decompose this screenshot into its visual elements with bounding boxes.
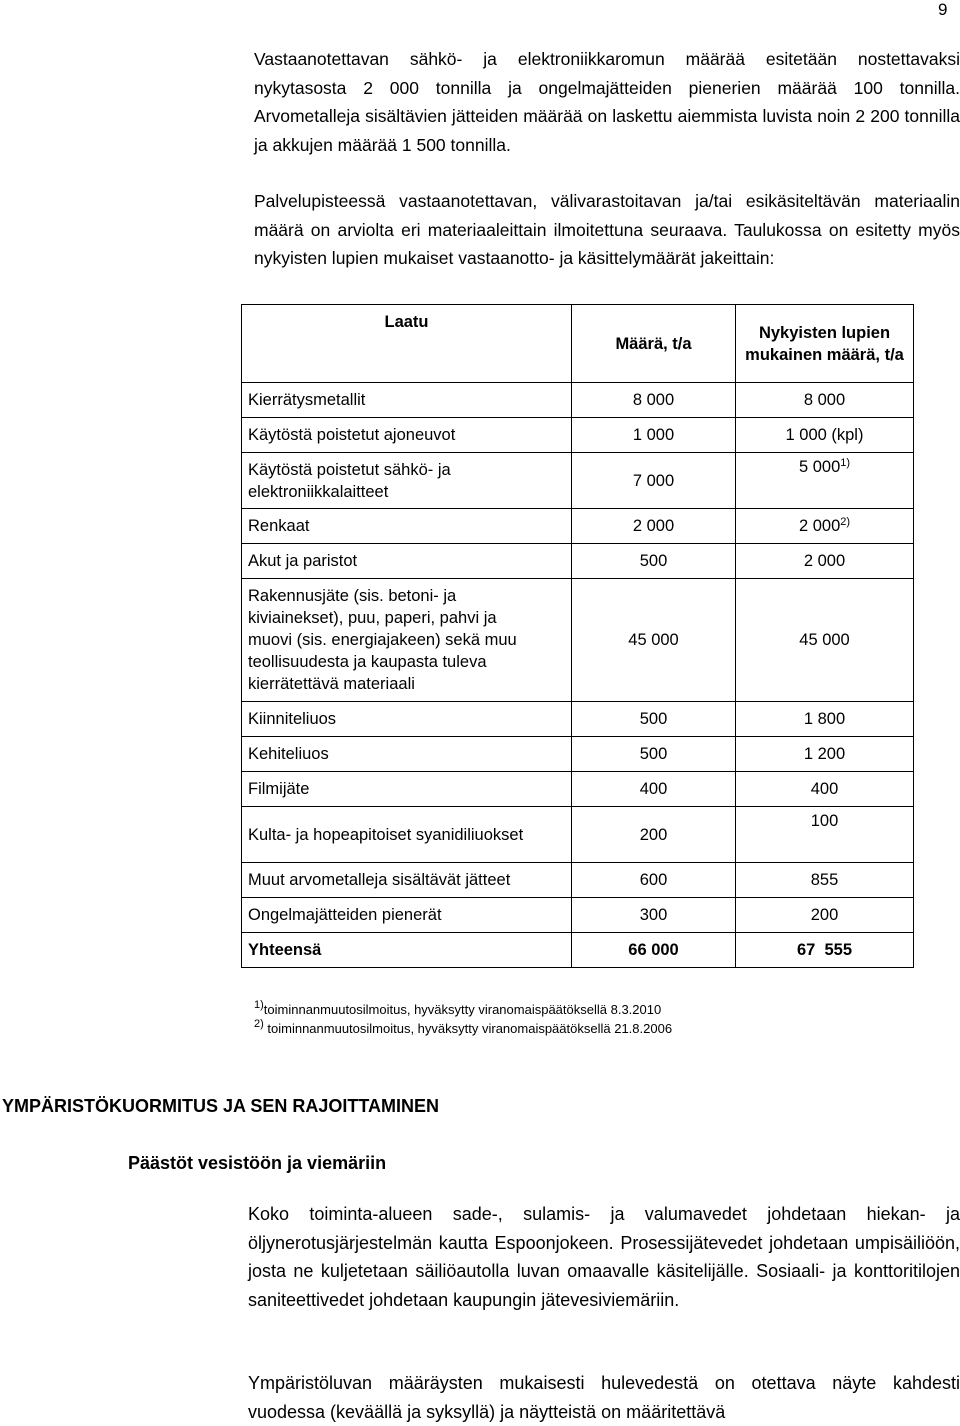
cell-maara: 500 (572, 544, 736, 579)
cell-nykyiset: 1 200 (736, 737, 914, 772)
header-laatu: Laatu (242, 305, 572, 383)
cell-maara: 7 000 (572, 453, 736, 509)
table-row (242, 544, 914, 579)
footnote-ref: 2) (840, 516, 851, 528)
footnote-2 (254, 1019, 672, 1038)
cell-maara: 600 (572, 863, 736, 898)
cell-laatu: Kiinniteliuos (242, 702, 572, 737)
cell-nykyiset: 45 000 (736, 579, 914, 702)
table-row (242, 579, 914, 702)
table-row (242, 737, 914, 772)
paragraph-intro: Vastaanotettavan sähkö- ja elektroniikkaromun määrää esitetään nostettavaksi nykytasosta 2 000 tonnilla ja ongelmajätteiden pienerien määrää 100 tonnilla. Arvometalleja sisältävien jätteiden määrää on laskettu aiemmista luvista noin 2 200 tonnilla ja akkujen määrää 1 500 tonnilla. (254, 49, 960, 155)
cell-laatu: Käytöstä poistetut ajoneuvot (242, 418, 572, 453)
table-row (242, 863, 914, 898)
table-row (242, 453, 914, 509)
paragraph-permit: Ympäristöluvan määräysten mukaisesti hulevedestä on otettava näyte kahdesti vuodessa (keväällä ja syksyllä) ja näytteistä on määritettävä (248, 1373, 960, 1422)
table-row (242, 702, 914, 737)
cell-total-label: Yhteensä (242, 933, 572, 968)
paragraph-table-intro: Palvelupisteessä vastaanotettavan, välivarastoitavan ja/tai esikäsiteltävän materiaalin määrä on arviolta eri materiaaleittain ilmoitettuna seuraava. Taulukossa on esitetty myös nykyisten lupien mukaiset vastaanotto- ja käsittelymäärät jakeittain: (254, 191, 960, 268)
cell-maara: 8 000 (572, 383, 736, 418)
cell-nykyiset (736, 509, 914, 544)
cell-total-maara: 66 000 (572, 933, 736, 968)
table-total-row (242, 933, 914, 968)
table-header-row (242, 305, 914, 383)
section-heading: YMPÄRISTÖKUORMITUS JA SEN RAJOITTAMINEN (2, 1096, 440, 1116)
cell-maara: 200 (572, 807, 736, 863)
header-maara: Määrä, t/a (572, 305, 736, 383)
subsection-heading: Päästöt vesistöön ja viemäriin (128, 1153, 387, 1173)
cell-nykyiset: 100 (736, 807, 914, 863)
paragraph-wastewater: Koko toiminta-alueen sade-, sulamis- ja valumavedet johdetaan hiekan- ja öljynerotusjärjestelmän kautta Espoonjokeen. Prosessijätevedet johdetaan umpisäiliöön, josta ne kuljetetaan säiliöautolla luvan omaavalle käsitelijälle. Sosiaali- ja konttoritilojen saniteettivedet johdetaan kaupungin jätevesiviemäriin. (248, 1204, 960, 1310)
cell-laatu: Kulta- ja hopeapitoiset syanidiliuokset (242, 807, 572, 863)
footnote-text: toiminnanmuutosilmoitus, hyväksytty viranomaispäätöksellä 21.8.2006 (263, 1021, 673, 1036)
cell-nykyiset: 2 000 (736, 544, 914, 579)
cell-total-nykyiset: 67 555 (736, 933, 914, 968)
waste-quantity-table (241, 304, 914, 968)
cell-laatu: Filmijäte (242, 772, 572, 807)
cell-maara: 45 000 (572, 579, 736, 702)
cell-laatu: Renkaat (242, 509, 572, 544)
table-row (242, 772, 914, 807)
cell-laatu: Muut arvometalleja sisältävät jätteet (242, 863, 572, 898)
cell-maara: 300 (572, 898, 736, 933)
footnote-mark: 1) (254, 999, 264, 1011)
page-number: 9 (938, 0, 948, 19)
table-row (242, 807, 914, 863)
cell-nykyiset-value: 5 000 (798, 458, 841, 476)
cell-laatu: Rakennusjäte (sis. betoni- ja kiviainekset), puu, paperi, pahvi ja muovi (sis. energiajakeen) sekä muu teollisuudesta ja kaupasta tuleva kierrätettävä materiaali (242, 579, 572, 702)
cell-laatu: Ongelmajätteiden pienerät (242, 898, 572, 933)
footnote-mark: 2) (254, 1018, 264, 1030)
footnote-1 (254, 1000, 672, 1019)
cell-laatu: Kierrätysmetallit (242, 383, 572, 418)
cell-nykyiset: 1 800 (736, 702, 914, 737)
header-nykyiset: Nykyisten lupien mukainen määrä, t/a (736, 305, 914, 383)
cell-maara: 500 (572, 702, 736, 737)
table-row (242, 509, 914, 544)
cell-nykyiset: 855 (736, 863, 914, 898)
table-row (242, 418, 914, 453)
cell-nykyiset (736, 453, 914, 509)
table-row (242, 898, 914, 933)
cell-nykyiset: 8 000 (736, 383, 914, 418)
cell-maara: 1 000 (572, 418, 736, 453)
cell-maara: 2 000 (572, 509, 736, 544)
cell-nykyiset-value: 2 000 (798, 517, 841, 535)
footnote-ref: 1) (840, 457, 851, 469)
cell-laatu: Käytöstä poistetut sähkö- ja elektroniikkalaitteet (242, 453, 572, 509)
cell-nykyiset: 400 (736, 772, 914, 807)
cell-nykyiset: 200 (736, 898, 914, 933)
cell-nykyiset: 1 000 (kpl) (736, 418, 914, 453)
footnotes (254, 1000, 672, 1038)
cell-maara: 400 (572, 772, 736, 807)
table-row (242, 383, 914, 418)
footnote-text: toiminnanmuutosilmoitus, hyväksytty viranomaispäätöksellä 8.3.2010 (263, 1002, 662, 1017)
cell-laatu: Akut ja paristot (242, 544, 572, 579)
cell-maara: 500 (572, 737, 736, 772)
cell-laatu: Kehiteliuos (242, 737, 572, 772)
